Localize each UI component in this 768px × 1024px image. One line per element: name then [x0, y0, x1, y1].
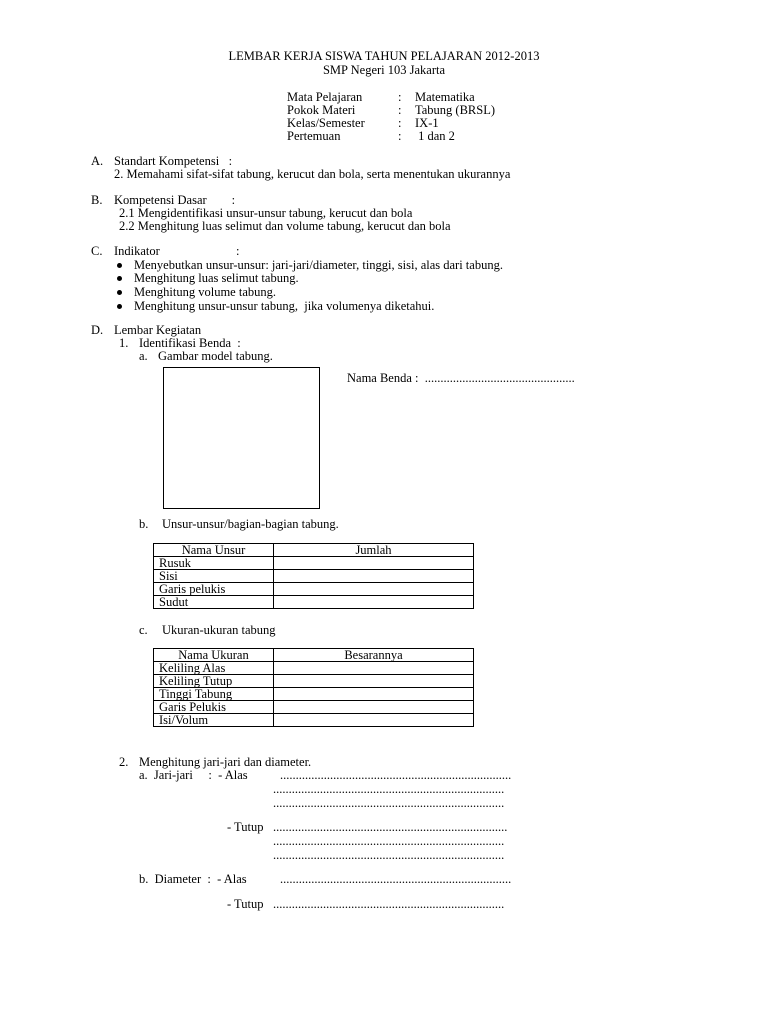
section-a-item: 2. Memahami sifat-sifat tabung, kerucut dan bola, serta menentukan ukurannya: [114, 167, 511, 181]
sub-b-letter: b.: [139, 517, 149, 531]
indicator-item: Menghitung volume tabung.: [134, 285, 276, 299]
table-cell: Garis pelukis: [154, 583, 274, 596]
drawing-box[interactable]: [163, 367, 320, 509]
table-cell-input[interactable]: [274, 557, 474, 570]
section-a-title: Standart Kompetensi :: [114, 154, 233, 168]
table-row: [154, 688, 474, 701]
table-cell-input[interactable]: [274, 675, 474, 688]
table-row: [154, 596, 474, 609]
section-b-item: 2.2 Menghitung luas selimut dan volume tabung, kerucut dan bola: [119, 219, 451, 233]
answer-line[interactable]: ..........................................................................: [273, 848, 505, 862]
indicator-item: Menyebutkan unsur-unsur: jari-jari/diameter, tinggi, sisi, alas dari tabung.: [134, 258, 503, 272]
table-cell-input[interactable]: [274, 583, 474, 596]
section-d-letter: D.: [91, 323, 104, 337]
meta-value: 1 dan 2: [415, 129, 455, 143]
activity-2-number: 2.: [119, 755, 129, 769]
table-row: [154, 714, 474, 727]
meta-colon: :: [398, 103, 402, 117]
table-cell: Tinggi Tabung: [154, 688, 274, 701]
table-row: [154, 570, 474, 583]
answer-line[interactable]: ..........................................................................: [273, 782, 505, 796]
answer-line[interactable]: ..........................................................................: [273, 796, 505, 810]
activity-1-title: Identifikasi Benda :: [139, 336, 241, 350]
worksheet-title: LEMBAR KERJA SISWA TAHUN PELAJARAN 2012-2013: [228, 49, 540, 63]
table-cell: Sudut: [154, 596, 274, 609]
meta-label: Mata Pelajaran: [287, 90, 363, 104]
answer-line[interactable]: ..........................................................................: [273, 834, 505, 848]
activity-2-title: Menghitung jari-jari dan diameter.: [139, 755, 312, 769]
table-cell: Keliling Tutup: [154, 675, 274, 688]
section-c-title: Indikator: [114, 244, 160, 258]
unsur-table: [153, 543, 474, 609]
jari-jari-tutup-label: - Tutup: [227, 820, 264, 834]
meta-value: IX-1: [415, 116, 439, 130]
section-b-item: 2.1 Mengidentifikasi unsur-unsur tabung, kerucut dan bola: [119, 206, 413, 220]
table-header: Nama Ukuran: [154, 649, 274, 662]
meta-colon: :: [398, 129, 402, 143]
school-name: SMP Negeri 103 Jakarta: [322, 63, 446, 77]
table-row: [154, 583, 474, 596]
jari-jari-alas-label: a. Jari-jari : - Alas: [139, 768, 248, 782]
table-header: Besarannya: [274, 649, 474, 662]
sub-a-text: Gambar model tabung.: [158, 349, 273, 363]
table-header: Nama Unsur: [154, 544, 274, 557]
table-cell: Rusuk: [154, 557, 274, 570]
bullet-icon: [117, 263, 122, 268]
answer-line[interactable]: ..........................................................................: [273, 897, 505, 911]
table-cell-input[interactable]: [274, 596, 474, 609]
indicator-item: Menghitung unsur-unsur tabung, jika volumenya diketahui.: [134, 299, 435, 313]
answer-line[interactable]: ..........................................................................: [280, 872, 512, 886]
section-b-letter: B.: [91, 193, 103, 207]
sub-c-letter: c.: [139, 623, 148, 637]
sub-c-text: Ukuran-ukuran tabung: [162, 623, 276, 637]
section-c-colon: :: [236, 244, 240, 258]
answer-line[interactable]: ...........................................................................: [273, 820, 508, 834]
bullet-icon: [117, 304, 122, 309]
section-c-letter: C.: [91, 244, 103, 258]
meta-value: Tabung (BRSL): [415, 103, 496, 117]
sub-a-letter: a.: [139, 349, 148, 363]
bullet-icon: [117, 276, 122, 281]
table-cell: Garis Pelukis: [154, 701, 274, 714]
table-cell: Isi/Volum: [154, 714, 274, 727]
bullet-icon: [117, 290, 122, 295]
table-cell-input[interactable]: [274, 570, 474, 583]
nama-benda-field[interactable]: Nama Benda : ................................................: [347, 371, 575, 385]
ukuran-table: [153, 648, 474, 727]
meta-colon: :: [398, 90, 402, 104]
section-d-title: Lembar Kegiatan: [114, 323, 202, 337]
section-b-title: Kompetensi Dasar :: [114, 193, 236, 207]
table-cell: Keliling Alas: [154, 662, 274, 675]
meta-value: Matematika: [415, 90, 475, 104]
sub-b-text: Unsur-unsur/bagian-bagian tabung.: [162, 517, 339, 531]
table-row: [154, 675, 474, 688]
table-header: Jumlah: [274, 544, 474, 557]
meta-label: Pertemuan: [287, 129, 341, 143]
activity-1-number: 1.: [119, 336, 129, 350]
indicator-item: Menghitung luas selimut tabung.: [134, 271, 299, 285]
section-a-letter: A.: [91, 154, 104, 168]
answer-line[interactable]: ..........................................................................: [280, 768, 512, 782]
table-cell-input[interactable]: [274, 688, 474, 701]
table-cell-input[interactable]: [274, 662, 474, 675]
diameter-alas-label: b. Diameter : - Alas: [139, 872, 247, 886]
table-cell-input[interactable]: [274, 701, 474, 714]
diameter-tutup-label: - Tutup: [227, 897, 264, 911]
table-cell-input[interactable]: [274, 714, 474, 727]
table-row: [154, 557, 474, 570]
meta-colon: :: [398, 116, 402, 130]
meta-label: Kelas/Semester: [287, 116, 365, 130]
table-cell: Sisi: [154, 570, 274, 583]
table-row: [154, 662, 474, 675]
table-row: [154, 701, 474, 714]
meta-label: Pokok Materi: [287, 103, 356, 117]
